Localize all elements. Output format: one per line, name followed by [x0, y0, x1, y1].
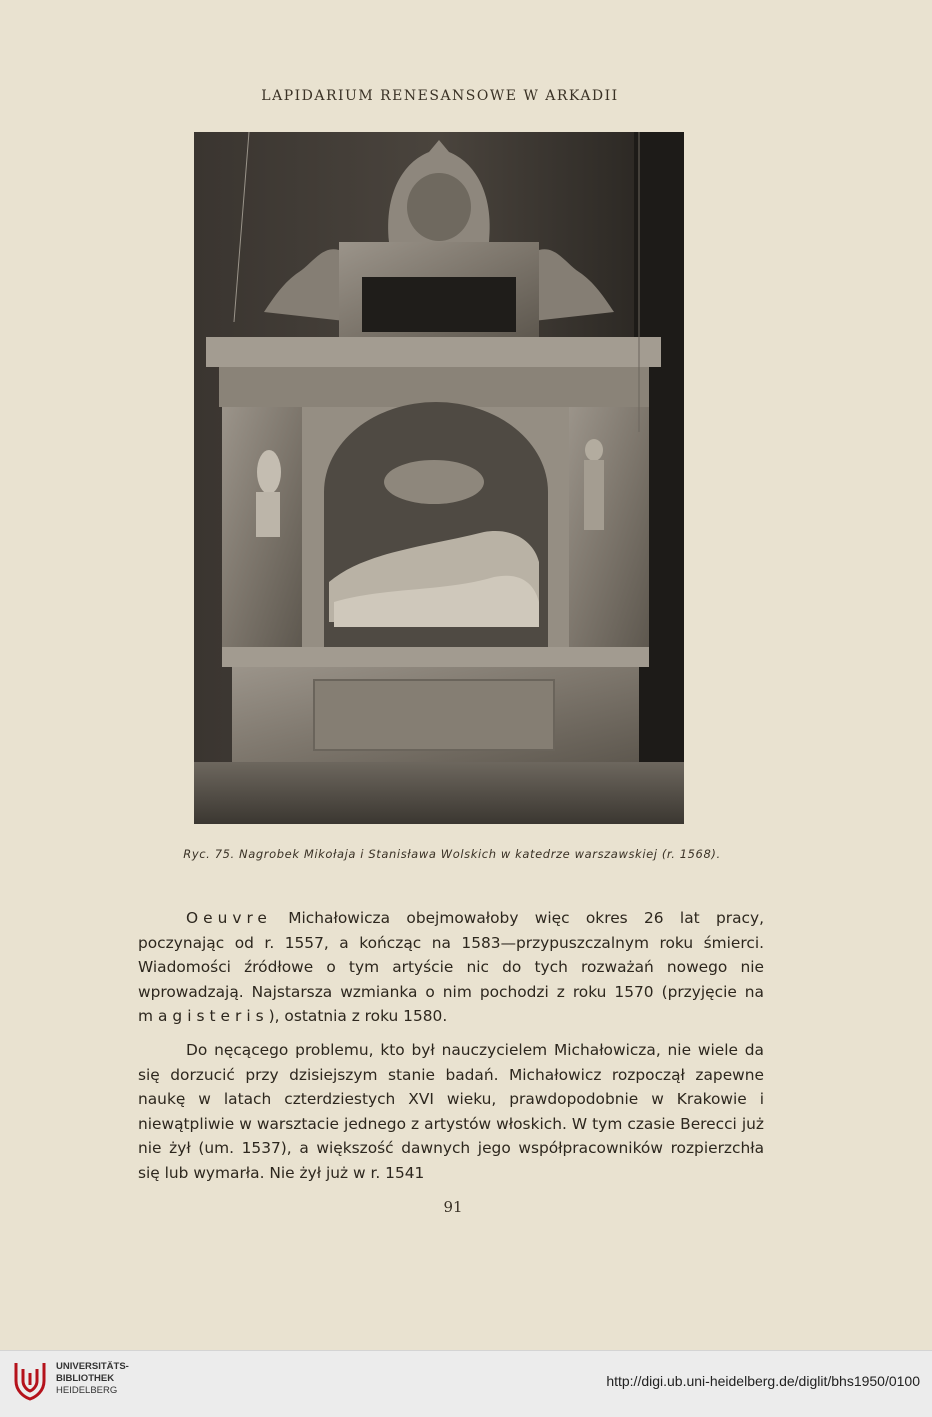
body-text [138, 906, 764, 1195]
viewer-footer [0, 1350, 932, 1417]
tomb-illustration [194, 132, 684, 824]
tomb-photograph [194, 132, 684, 824]
library-line-1: UNIVERSITÄTS- [56, 1361, 129, 1372]
running-head: LAPIDARIUM RENESANSOWE W ARKADII [261, 88, 619, 104]
permalink-url[interactable]: http://digi.ub.uni-heidelberg.de/diglit/bhs1950/0100 [606, 1373, 920, 1389]
paragraph-1-text-a: Michałowicza obejmowałoby więc okres 26 lat pracy, poczynając od r. 1557, a kończąc na 1583—przypuszczalnym roku śmierci. Wiadomości źródłowe o tym artyście nic do tych rozważań nowego nie wprowadzają. Najstarsza wzmianka o nim pochodzi z roku 1570 (przyjęcie na [138, 909, 764, 1001]
paragraph-1-text-b: ), ostatnia z roku 1580. [268, 1007, 448, 1026]
library-line-3: HEIDELBERG [56, 1385, 118, 1396]
library-name [56, 1361, 129, 1397]
library-logo-icon [10, 1359, 50, 1403]
page-number: 91 [443, 1198, 463, 1216]
library-line-2: BIBLIOTHEK [56, 1373, 115, 1384]
paragraph-2: Do nęcącego problemu, kto był nauczycielem Michałowicza, nie wiele da się dorzucić przy dzisiejszym stanie badań. Michałowicz rozpoczął zapewne naukę w latach czterdziestych XVI wieku, prawdopodobnie w Krakowie i niewątpliwie w warsztacie jednego z artystów włoskich. W tym czasie Berecci już nie żył (um. 1537), a większość dawnych jego współpracowników rozpierzchła się lub wymarła. Nie żył już w r. 1541 [138, 1040, 764, 1182]
spaced-word: Oeuvre [186, 909, 272, 927]
figure-caption: Ryc. 75. Nagrobek Mikołaja i Stanisława Wolskich w katedrze warszawskiej (r. 1568). [183, 847, 721, 861]
paragraph-1 [138, 906, 764, 1029]
spaced-word-2: magisteris [138, 1007, 269, 1026]
